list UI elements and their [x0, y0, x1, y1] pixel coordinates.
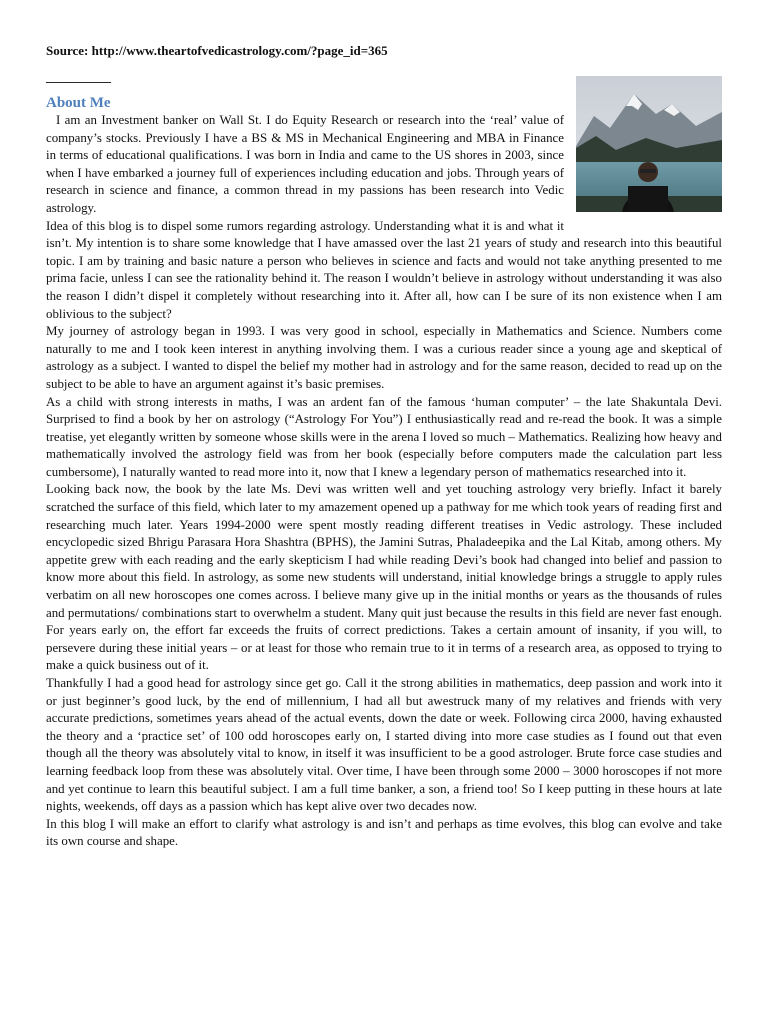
profile-photo: [576, 76, 722, 212]
about-me-heading: About Me: [46, 95, 111, 111]
document-page: [46, 42, 722, 851]
paragraph: My journey of astrology began in 1993. I was very good in school, especially in Mathematics and Science. Numbers come naturally to me and I took keen interest in anything involving them. I was a curious reader since a young age and skeptical of astrology as a subject. I wanted to dispel the belief my mother had in astrology and for the same reason, decided to read up on the subject to be able to have an argument against it’s basic premises.: [46, 324, 722, 391]
separator-line: __________: [46, 69, 111, 84]
mountain-lake-photo-icon: [576, 76, 722, 212]
paragraph: Thankfully I had a good head for astrology since get go. Call it the strong abilities in mathematics, deep passion and work into it or just beginner’s good luck, by the end of millennium, I had all but awestruck many of my relatives and friends with very accurate predictions, sometimes years ahead of the actual events, down the date or week. Following circa 2000, having exhausted the theory and a ‘practice set’ of 100 odd horoscopes early on, I started diving into more case studies as I found out that even though all the theory was absolutely vital to know, in itself it was insufficient to be a good astrologer. Brute force case studies and learning feedback loop from these was absolutely vital. Over time, I have been through some 2000 – 3000 horoscopes if not more and yet continue to learn this beautiful subject. I am a full time banker, a son, a friend too! So I keep putting in these hours at late nights, weekends, off days as a passion which has kept alive over two decades now.: [46, 676, 722, 814]
article-body: [46, 112, 722, 851]
paragraph: As a child with strong interests in maths, I was an ardent fan of the famous ‘human computer’ – the late Shakuntala Devi. Surprised to find a book by her on astrology (“Astrology For You”) I enthusiastically read and re-read the book. It was a simple treatise, yet elegantly written by someone whose skills were in the arena I loved so much – Mathematics. Realizing how heavy and mathematically involved the astrology field was from her book (especially before computers made the calculation part less cumbersome), I naturally wanted to read more into it, now that I knew a legendary person of mathematics researched into it.: [46, 394, 722, 479]
paragraph: Idea of this blog is to dispel some rumors regarding astrology. Understanding what it is and what it isn’t. My intention is to share some knowledge that I have amassed over the last 21 years of study and research into this beautiful topic. I am by training and basic nature a person who believes in science and facts and would not take anything presented to me prima facie, unless I can see the rationality behind it. The reason I wouldn’t believe in astrology without understanding it was also the reason I didn’t dispel it completely without researching into it. After all, how can I be sure of its non existence when I am oblivious to the subject?: [46, 218, 722, 321]
paragraph: I am an Investment banker on Wall St. I do Equity Research or research into the ‘real’ value of company’s stocks. Previously I have a BS & MS in Mechanical Engineering and MBA in Finance in terms of educational qualifications. I was born in India and came to the US shores in 2003, since when I have embarked a journey full of experiences including education and jobs. Through years of research in science and finance, a common thread in my passions has been research into Vedic astrology.: [46, 113, 564, 215]
paragraph: Looking back now, the book by the late Ms. Devi was written well and yet touching astrology very briefly. Infact it barely scratched the surface of this field, which later to my amazement opened up a pathway for me which took years of reading first and researching much later. Years 1994-2000 were spent mostly reading different treatises in Vedic astrology. These included encyclopedic sized Bhrigu Parasara Hora Shashtra (BPHS), the Jamini Sutras, Phaladeepika and the Lal Kitab, among others. My appetite grew with each reading and the early skepticism I had while reading Devi’s book had changed into belief and passion to know more about this field. In astrology, as some new students will understand, initial knowledge brings a struggle to apply rules verbatim on all new horoscopes one comes across. I believe many give up in the initial months or years as the thousands of rules and permutations/ combinations start to overwhelm a student. Many quit just because the results in this field are never fast enough. For years early on, the effort far exceeds the fruits of correct predictions. Takes a certain amount of insanity, if you will, to persevere during these initial years – or at least for those who remain true to it in terms of a research area, as opposed to trying to make a quick business out of it.: [46, 482, 722, 673]
paragraph: In this blog I will make an effort to clarify what astrology is and isn’t and perhaps as time evolves, this blog can evolve and take its own course and shape.: [46, 816, 722, 849]
source-line: Source: http://www.theartofvedicastrology.com/?page_id=365: [46, 43, 388, 58]
